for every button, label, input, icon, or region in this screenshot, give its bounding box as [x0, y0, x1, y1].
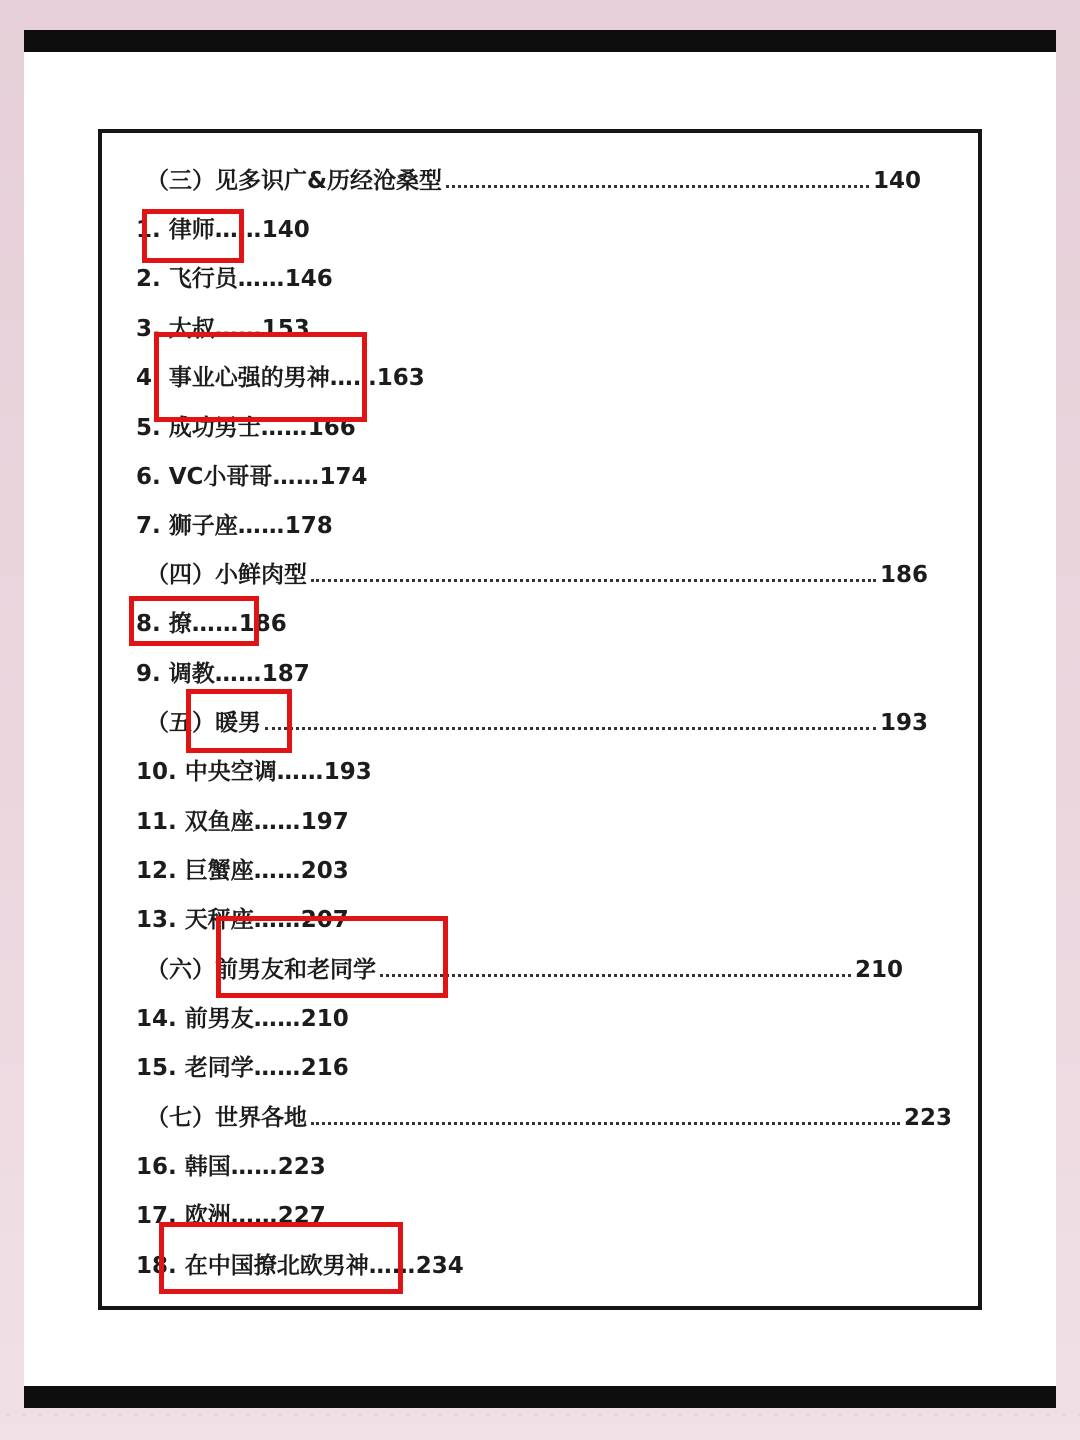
toc-item-title: 2. 飞行员	[136, 266, 238, 292]
toc-item-title: 14. 前男友	[136, 1006, 254, 1032]
toc-item-title: 17. 欧洲	[136, 1203, 231, 1229]
toc-page-number: 193	[879, 710, 928, 736]
toc-page-number: 216	[300, 1055, 349, 1081]
toc-page-number: 234	[415, 1253, 464, 1279]
highlight-box-flirt	[129, 596, 259, 646]
toc-dots: ……	[237, 266, 285, 292]
toc-section-title: （三）见多识广&历经沧桑型	[146, 168, 443, 194]
toc-dots: ……	[214, 217, 262, 243]
toc-page-number: 186	[238, 611, 287, 637]
toc-item-9	[136, 656, 310, 692]
toc-dots: ……	[276, 759, 324, 785]
toc-item-14	[136, 1001, 349, 1037]
toc-item-title: 4. 事业心强的男神	[136, 365, 330, 391]
toc-dots: ……	[253, 1055, 301, 1081]
highlight-box-warm-guy	[186, 689, 292, 753]
toc-item-16	[136, 1149, 326, 1185]
toc-page-number: 203	[300, 858, 349, 884]
toc-item-7	[136, 508, 333, 544]
toc-item-6	[136, 459, 367, 495]
toc-item-title: 6. VC小哥哥	[136, 464, 273, 490]
toc-dots: ……	[253, 858, 301, 884]
toc-page-number: 210	[300, 1006, 349, 1032]
toc-page-number: 207	[300, 907, 349, 933]
toc-section-title: （六）前男友和老同学	[146, 957, 376, 983]
toc-section-title: （四）小鲜肉型	[146, 562, 307, 588]
toc-dots: ……	[214, 661, 262, 687]
toc-page-number: 227	[277, 1203, 326, 1229]
top-black-bar	[24, 30, 1056, 52]
toc-dots: ……	[230, 1154, 278, 1180]
toc-page-number: 163	[376, 365, 425, 391]
toc-item-title: 9. 调教	[136, 661, 215, 687]
toc-item-title: 3. 大叔	[136, 316, 215, 342]
toc-item-10	[136, 754, 372, 790]
toc-item-title: 1. 律师	[136, 217, 215, 243]
toc-item-title: 10. 中央空调	[136, 759, 277, 785]
toc-page-number: 153	[261, 316, 310, 342]
toc-item-title: 7. 狮子座	[136, 513, 238, 539]
toc-page-number: 223	[903, 1105, 952, 1131]
toc-dots: ……	[191, 611, 239, 637]
toc-section-7	[146, 1100, 952, 1136]
toc-dots: ……	[237, 513, 285, 539]
toc-section-title: （五）暖男	[146, 710, 261, 736]
toc-item-title: 13. 天秤座	[136, 907, 254, 933]
toc-page-number: 186	[879, 562, 928, 588]
toc-page-number: 166	[307, 415, 356, 441]
toc-item-12	[136, 853, 349, 889]
toc-item-title: 12. 巨蟹座	[136, 858, 254, 884]
toc-section-3	[146, 163, 921, 199]
toc-dots: ……	[260, 415, 308, 441]
highlight-box-nordic-guy	[159, 1222, 403, 1294]
toc-page-number: 140	[872, 168, 921, 194]
toc-section-title: （七）世界各地	[146, 1105, 307, 1131]
toc-dots: ……	[253, 809, 301, 835]
table-of-contents	[98, 129, 982, 1310]
toc-page-number: 178	[284, 513, 333, 539]
toc-item-15	[136, 1050, 349, 1086]
dot-leader	[446, 185, 869, 188]
toc-page-number: 146	[284, 266, 333, 292]
toc-page-number: 210	[854, 957, 903, 983]
highlight-box-lawyer	[142, 209, 244, 263]
toc-item-title: 16. 韩国	[136, 1154, 231, 1180]
toc-dots: ……	[253, 1006, 301, 1032]
page-indicator-dots	[0, 1412, 1080, 1418]
bottom-black-bar	[24, 1386, 1056, 1408]
toc-item-title: 11. 双鱼座	[136, 809, 254, 835]
dot-leader	[311, 1122, 900, 1125]
toc-page-number: 187	[261, 661, 310, 687]
toc-item-title: 8. 撩	[136, 611, 192, 637]
toc-page-number: 174	[319, 464, 368, 490]
toc-dots: ……	[214, 316, 262, 342]
toc-dots: ……	[329, 365, 377, 391]
toc-item-11	[136, 804, 349, 840]
toc-dots: ……	[253, 907, 301, 933]
toc-dots: ……	[368, 1253, 416, 1279]
dot-leader	[265, 727, 876, 730]
toc-section-4	[146, 557, 928, 593]
page-frame	[24, 30, 1056, 1408]
highlight-box-ex-classmate	[216, 916, 448, 998]
toc-item-title: 15. 老同学	[136, 1055, 254, 1081]
toc-item-2	[136, 261, 333, 297]
toc-item-title: 5. 成功男士	[136, 415, 261, 441]
dot-leader	[380, 974, 851, 977]
dot-leader	[311, 579, 876, 582]
toc-page-number: 140	[261, 217, 310, 243]
toc-page-number: 197	[300, 809, 349, 835]
toc-dots: ……	[272, 464, 320, 490]
toc-page-number: 223	[277, 1154, 326, 1180]
toc-item-title: 18. 在中国撩北欧男神	[136, 1253, 369, 1279]
toc-dots: ……	[230, 1203, 278, 1229]
highlight-box-ambitious-guy	[154, 332, 367, 422]
toc-page-number: 193	[323, 759, 372, 785]
